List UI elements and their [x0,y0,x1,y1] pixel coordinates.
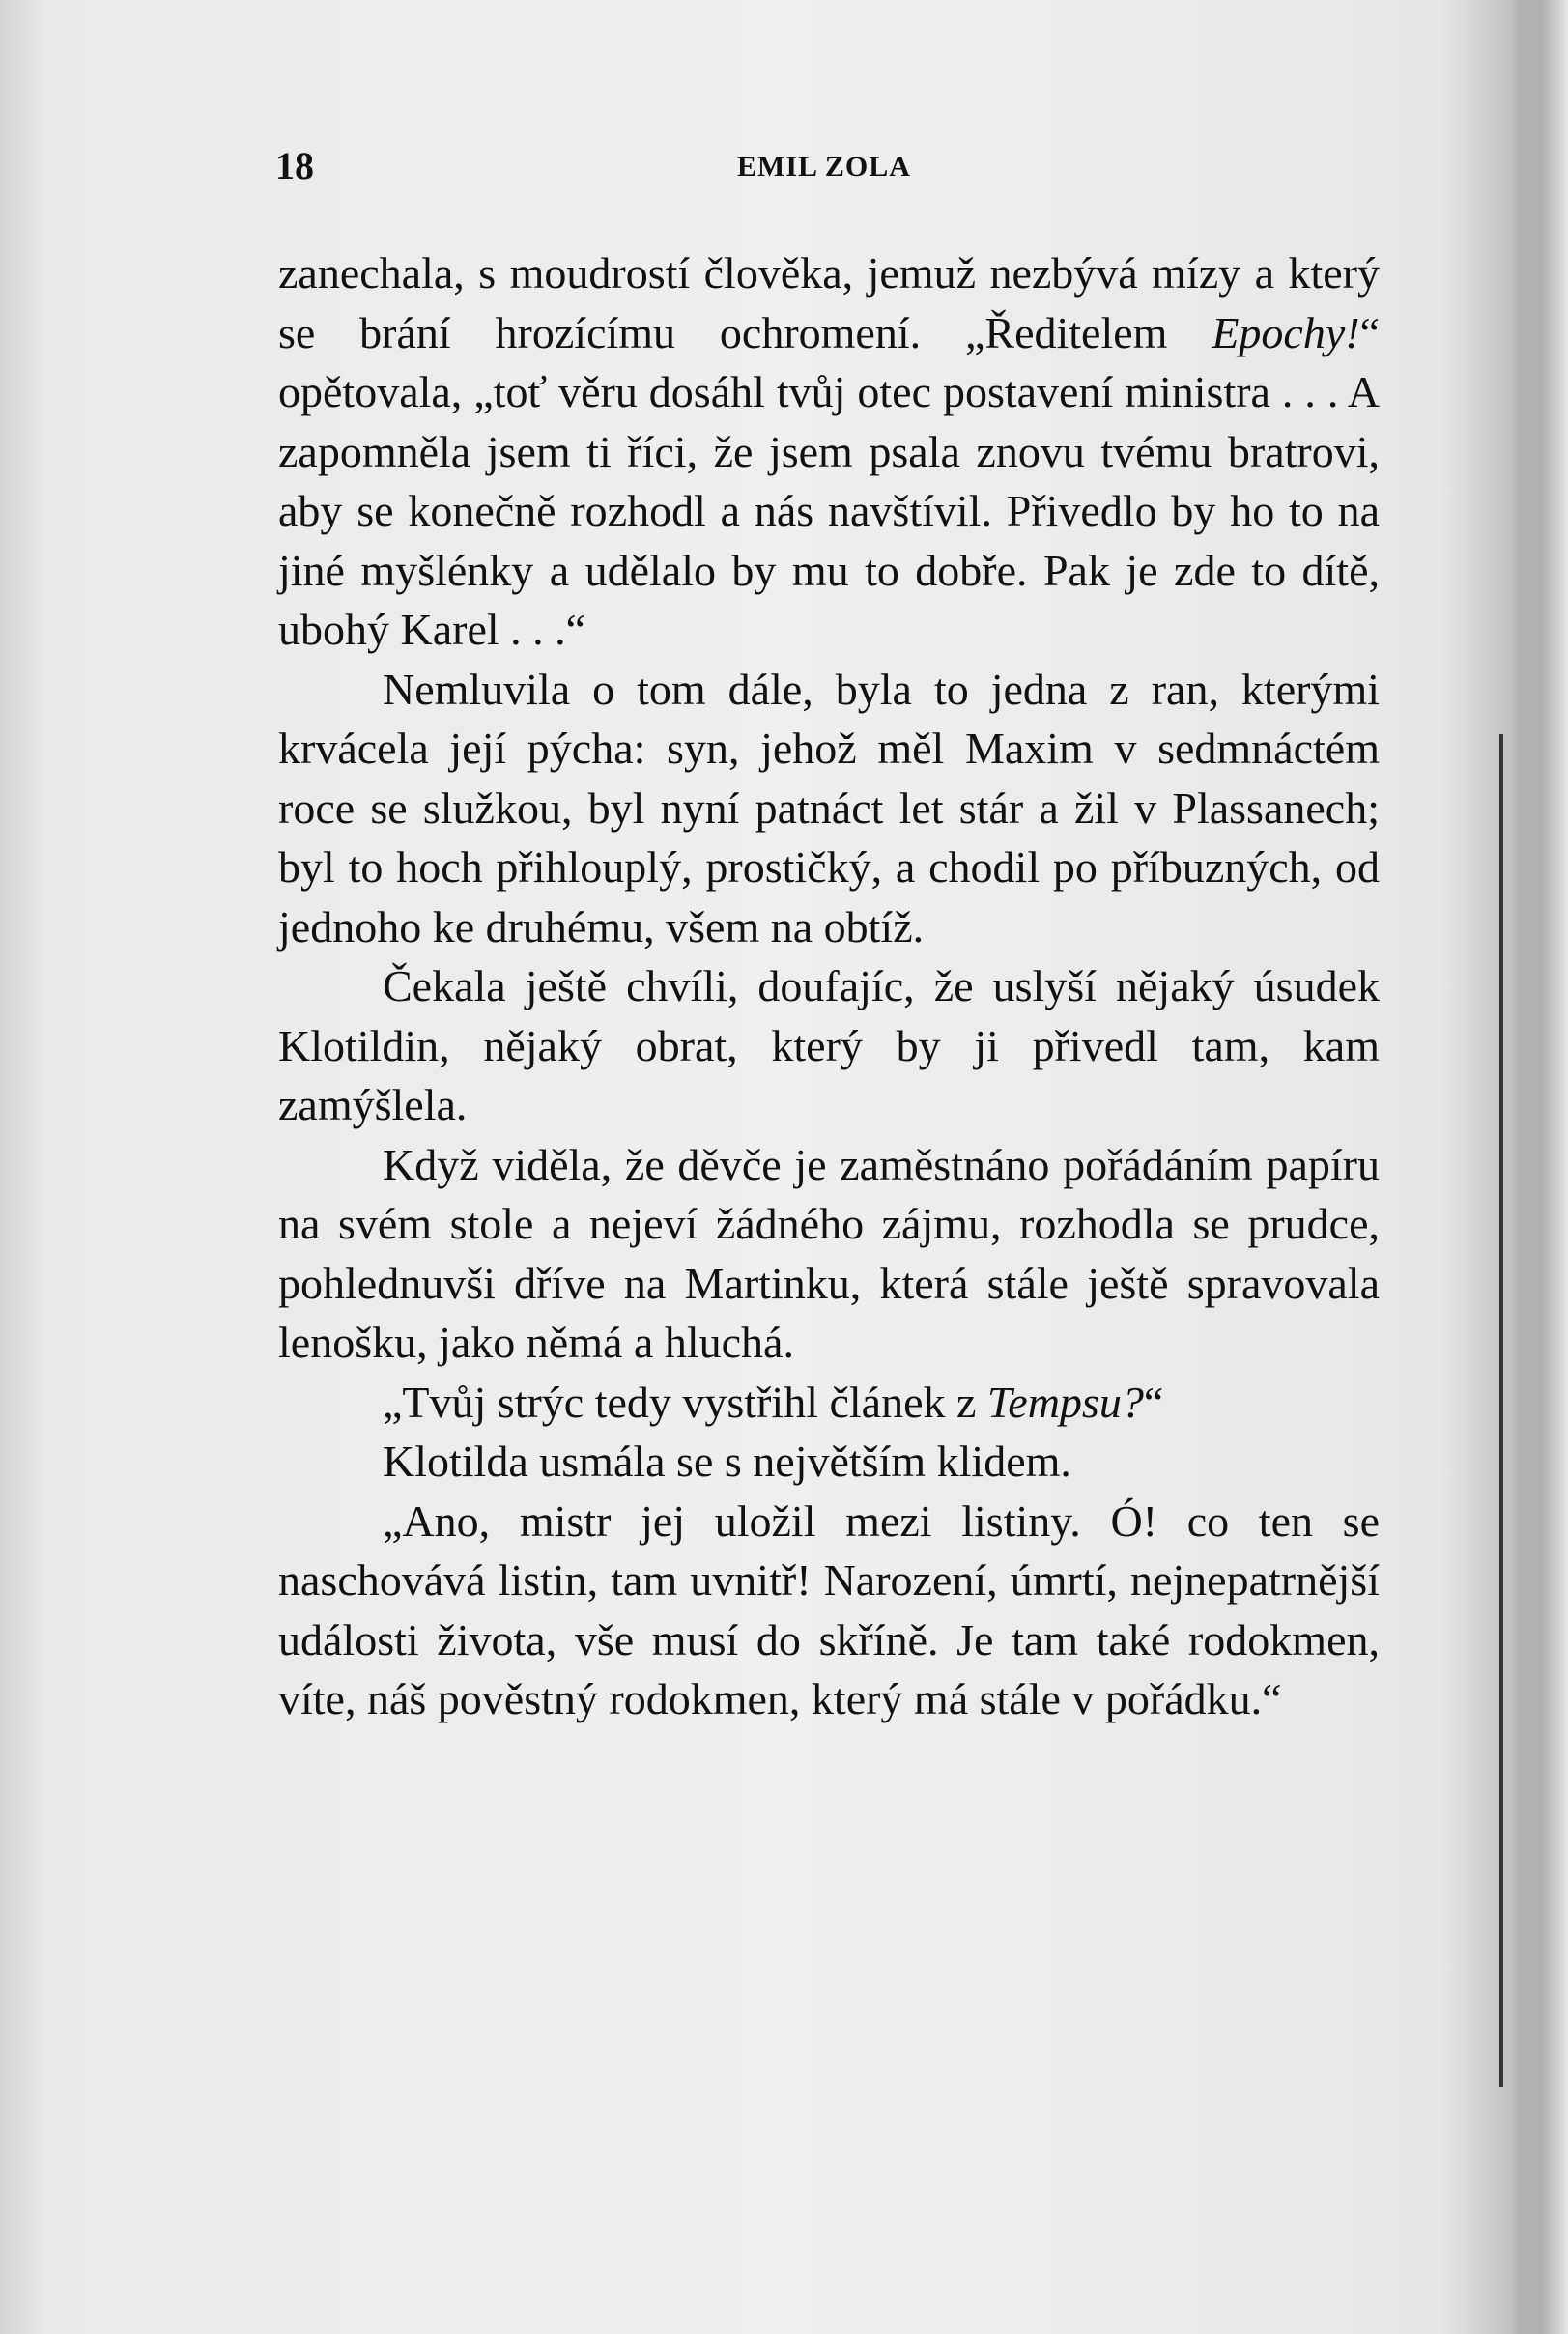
paragraph-2: Nemluvila o tom dále, byla to jedna z ran, kterými krvácela její pýcha: syn, jehož měl Maxim v sedmnáctém roce se služkou, byl nyní patnáct let stár a žil v Plassanech; byl to hoch přihlouplý, prostičký, a chodil po příbuzných, od jednoho ke druhému, všem na obtíž. [278,664,1380,952]
paragraph-1-italic: Epochy! [1212,307,1360,357]
paragraph-1 [278,243,1380,660]
paragraph-5-italic: Tempsu? [986,1377,1144,1427]
running-head: EMIL ZOLA [737,151,911,183]
page-header [275,143,1396,191]
paragraph-5-text-a: „Tvůj strýc tedy vystřihl článek z [383,1377,987,1427]
paragraph-7: „Ano, mistr jej uložil mezi listiny. Ó! co ten se naschovává listin, tam uvnitř! Narození, úmrtí, nejnepatrnější události života, vše musí do skříně. Je tam také rodokmen, víte, náš pověstný rodokmen, který má stále v pořádku.“ [278,1495,1380,1723]
page-edge-mark [1499,734,1511,2087]
paragraph-3: Čekala ještě chvíli, doufajíc, že uslyší nějaký úsudek Klotildin, nějaký obrat, který by ji přivedl tam, kam zamýšlela. [278,961,1380,1129]
paragraph-1-text-a: zanechala, s moudrostí člověka, jemuž nezbývá mízy a který se brání hrozícímu ochromení. „Ředitelem [278,248,1380,357]
paragraph-5-text-b: “ [1143,1377,1164,1427]
paragraph-6: Klotilda usmála se s největším klidem. [383,1437,1071,1486]
paragraph-5 [278,1373,1380,1433]
page-number: 18 [275,144,314,187]
paragraph-1-text-b: “ opětovala, „toť věru dosáhl tvůj otec postavení ministra . . . A zapomněla jsem ti říci, že jsem psala znovu tvému bratrovi, aby se konečně rozhodl a nás navštívil. Přivedlo by ho to na jiné myšlénky a udělalo by mu to dobře. Pak je zde to dítě, ubohý Karel . . .“ [278,307,1380,654]
page-edge-shadow [1510,0,1568,2334]
paragraph-4: Když viděla, že děvče je zaměstnáno pořádáním papíru na svém stole a nejeví žádného zájmu, rozhodla se prudce, pohlednuvši dříve na Martinku, která stále ještě spravovala lenošku, jako němá a hluchá. [278,1139,1380,1367]
body-text [278,243,1380,1729]
